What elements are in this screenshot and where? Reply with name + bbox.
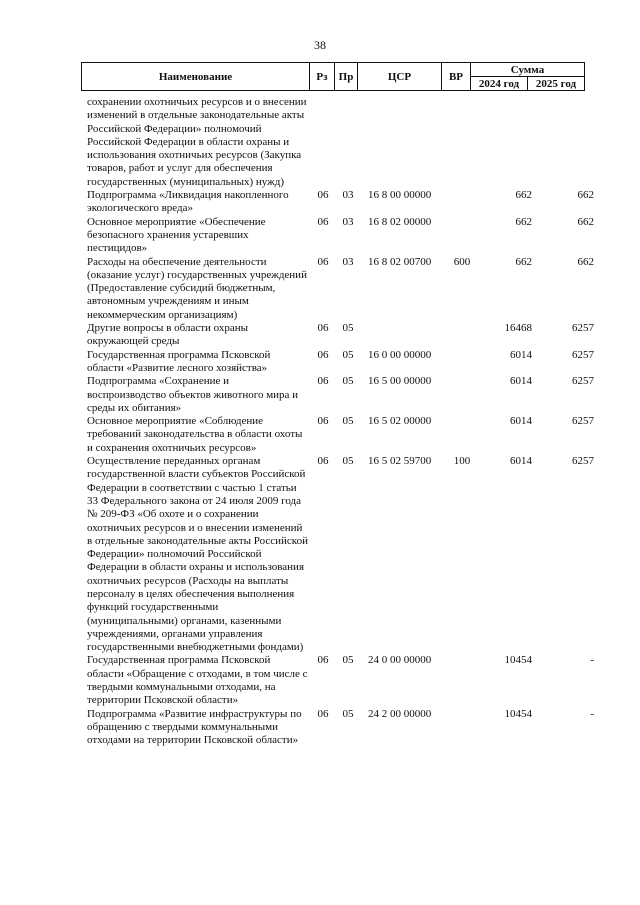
row-vr: 600 — [453, 255, 471, 268]
header-csr: ЦСР — [358, 63, 442, 91]
row-name: Государственная программа Псковской области «Обращение с отходами, в том числе с твердыми коммунальными отходами, на территории Псковской области» — [87, 654, 308, 707]
row-sum-2024: 16468 — [504, 322, 532, 335]
header-2024: 2024 год — [471, 77, 528, 91]
row-sum-2024: 6014 — [510, 348, 532, 361]
row-rz: 06 — [317, 654, 329, 667]
row-pr: 03 — [342, 189, 354, 202]
row-pr: 03 — [342, 215, 354, 228]
row-sum-2025: 6257 — [572, 322, 594, 335]
table-row — [0, 375, 640, 415]
row-sum-2025: 662 — [577, 215, 594, 228]
row-sum-2025: 662 — [577, 255, 594, 268]
row-rz: 06 — [317, 707, 329, 720]
header-2025: 2025 год — [528, 77, 585, 91]
row-name: Осуществление переданных органам государственной власти субъектов Российской Федерации в соответствии с частью 1 статьи 33 Федерального закона от 24 июля 2009 года № 209-ФЗ «Об охоте и о сохранении охотничьих ресурсов и о внесении изменений в отдельные законодательные акты Российской Федерации» полномочий Российской Федерации в области охраны и использования охотничьих ресурсов (Расходы на выплаты персоналу в целях обеспечения выполнения функций государственными (муниципальными) органами, казенными учреждениями, органами управления государственными внебюджетными фондами) — [87, 455, 308, 654]
row-rz: 06 — [317, 348, 329, 361]
row-sum-2024: 10454 — [504, 654, 532, 667]
row-name: Подпрограмма «Развитие инфраструктуры по обращению с твердыми коммунальными отходами на территории Псковской области» — [87, 707, 302, 747]
row-sum-2025: 6257 — [572, 415, 594, 428]
row-sum-2025: 6257 — [572, 375, 594, 388]
header-vr: ВР — [442, 63, 471, 91]
table-body — [0, 96, 640, 748]
table-row — [0, 708, 640, 748]
row-rz: 06 — [317, 322, 329, 335]
row-name: Основное мероприятие «Обеспечение безопасного хранения устаревших пестицидов» — [87, 215, 266, 255]
row-rz: 06 — [317, 189, 329, 202]
row-rz: 06 — [317, 255, 329, 268]
row-sum-2024: 662 — [515, 255, 532, 268]
row-name: Государственная программа Псковской области «Развитие лесного хозяйства» — [87, 348, 271, 374]
row-sum-2024: 6014 — [510, 455, 532, 468]
table-row — [0, 455, 640, 654]
header-sum: Сумма — [471, 63, 585, 77]
row-name: Подпрограмма «Сохранение и воспроизводство объектов животного мира и среды их обитания» — [87, 375, 299, 414]
table-row — [0, 189, 640, 216]
row-name: сохранении охотничьих ресурсов и о внесении изменений в отдельные законодательные акты Российской Федерации» полномочий Российской Федерации в области охраны и использования охотничьих ресурсов (Закупка товаров, работ и услуг для обеспечения государственных (муниципальных) нужд) — [87, 96, 307, 188]
header-name: Наименование — [82, 63, 310, 91]
row-rz: 06 — [317, 215, 329, 228]
row-csr: 24 2 00 00000 — [368, 707, 432, 720]
row-csr: 16 0 00 00000 — [368, 348, 432, 361]
row-vr: 100 — [453, 455, 471, 468]
row-sum-2025: - — [590, 707, 594, 720]
row-sum-2024: 6014 — [510, 375, 532, 388]
table-row — [0, 96, 640, 189]
row-csr: 16 8 00 00000 — [368, 189, 432, 202]
row-sum-2025: - — [590, 654, 594, 667]
table-row — [0, 654, 640, 707]
row-pr: 05 — [342, 322, 354, 335]
row-pr: 05 — [342, 455, 354, 468]
row-csr: 16 5 02 00000 — [368, 415, 432, 428]
row-pr: 05 — [342, 375, 354, 388]
row-rz: 06 — [317, 375, 329, 388]
table-row — [0, 349, 640, 376]
row-csr: 16 8 02 00000 — [368, 215, 432, 228]
row-pr: 05 — [342, 415, 354, 428]
row-sum-2024: 662 — [515, 215, 532, 228]
table-row — [0, 322, 640, 349]
row-name: Расходы на обеспечение деятельности (оказание услуг) государственных учреждений (Предоставление субсидий бюджетным, автономным учреждениям и иным некоммерческим организациям) — [87, 255, 307, 321]
row-sum-2025: 662 — [577, 189, 594, 202]
row-pr: 03 — [342, 255, 354, 268]
row-sum-2024: 10454 — [504, 707, 532, 720]
row-name: Основное мероприятие «Соблюдение требований законодательства в области охоты и сохранения охотничьих ресурсов» — [87, 415, 303, 454]
row-pr: 05 — [342, 654, 354, 667]
table-header — [81, 62, 585, 91]
row-sum-2025: 6257 — [572, 348, 594, 361]
row-name: Подпрограмма «Ликвидация накопленного экологического вреда» — [87, 189, 289, 215]
row-pr: 05 — [342, 707, 354, 720]
row-csr: 16 8 02 00700 — [368, 255, 432, 268]
header-pr: Пр — [335, 63, 358, 91]
row-sum-2025: 6257 — [572, 455, 594, 468]
row-rz: 06 — [317, 415, 329, 428]
row-name: Другие вопросы в области охраны окружающей среды — [87, 322, 249, 348]
header-rz: Рз — [310, 63, 335, 91]
row-csr: 24 0 00 00000 — [368, 654, 432, 667]
row-csr: 16 5 00 00000 — [368, 375, 432, 388]
row-sum-2024: 662 — [515, 189, 532, 202]
row-csr: 16 5 02 59700 — [368, 455, 432, 468]
row-sum-2024: 6014 — [510, 415, 532, 428]
table-row — [0, 256, 640, 322]
row-rz: 06 — [317, 455, 329, 468]
table-row — [0, 415, 640, 455]
page-number: 38 — [314, 38, 326, 52]
row-pr: 05 — [342, 348, 354, 361]
table-row — [0, 216, 640, 256]
